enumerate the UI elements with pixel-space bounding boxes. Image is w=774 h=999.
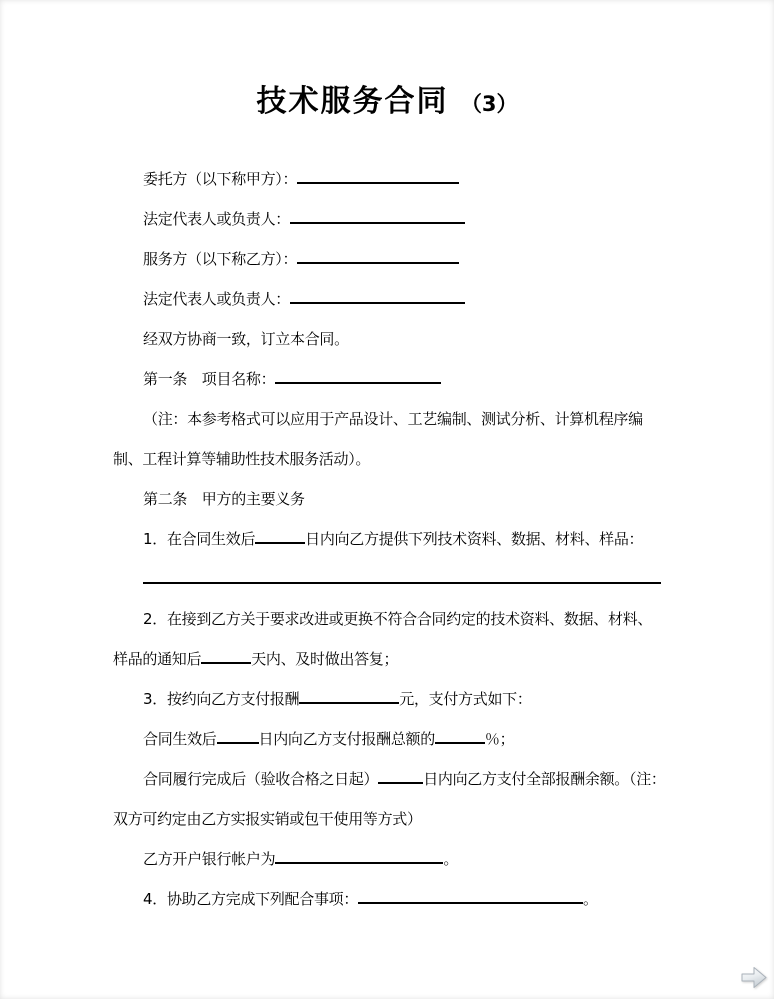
article-1-label: 第一条 项目名称： — [143, 370, 276, 388]
item-2-line-1 — [113, 599, 661, 639]
document-body — [113, 159, 666, 919]
note-line-1 — [113, 399, 661, 439]
next-page-arrow-icon[interactable] — [739, 964, 769, 991]
party-a-representative-label: 法定代表人或负责人： — [143, 210, 291, 228]
note-text-1: （注：本参考格式可以应用于产品设计、工艺编制、测试分析、计算机程序编 — [143, 410, 643, 428]
payment-percent-blank — [435, 728, 485, 744]
project-name-blank — [275, 368, 441, 384]
bank-account-label: 乙方开户银行帐户为 — [143, 850, 276, 868]
item-1-line — [113, 519, 661, 559]
item-2-text-a: 2．在接到乙方关于要求改进或更换不符合合同约定的技术资料、数据、材料、 — [143, 610, 653, 628]
payment-first-text-b: 日内向乙方支付报酬总额的 — [258, 730, 435, 748]
party-b-representative-blank — [290, 288, 465, 304]
materials-fill-line — [113, 559, 661, 599]
document-title-main: 技术服务合同 — [256, 84, 449, 119]
payment-amount-blank — [299, 688, 399, 704]
payment-final-text-a: 合同履行完成后（验收合格之日起） — [143, 770, 379, 788]
assist-items-blank — [358, 888, 583, 904]
agreement-statement: 经双方协商一致，订立本合同。 — [143, 330, 349, 348]
item-3-text-a: 3．按约向乙方支付报酬 — [143, 690, 300, 708]
payment-final-line-1 — [113, 759, 666, 799]
item-2-line-2 — [113, 639, 661, 679]
payment-first-line — [113, 719, 661, 759]
item-1-text-b: 日内向乙方提供下列技术资料、数据、材料、样品： — [305, 530, 644, 548]
payment-final-days-blank — [378, 768, 423, 784]
note-text-2: 制、工程计算等辅助性技术服务活动）。 — [113, 450, 371, 468]
item-2-text-b: 样品的通知后 — [113, 650, 202, 668]
party-a-blank — [297, 168, 459, 184]
payment-final-text-c: 双方可约定由乙方实报实销或包干使用等方式） — [113, 810, 422, 828]
payment-final-text-b: 日内向乙方支付全部报酬余额。（注： — [423, 770, 666, 788]
article-2-line — [113, 479, 661, 519]
item-3-line — [113, 679, 661, 719]
article-1-line — [113, 359, 661, 399]
item-2-text-c: 天内、及时做出答复； — [251, 650, 399, 668]
bank-account-line — [113, 839, 661, 879]
party-b-blank — [297, 248, 459, 264]
item-4-period: 。 — [583, 890, 598, 908]
bank-account-period: 。 — [443, 850, 459, 868]
party-b-representative-label: 法定代表人或负责人： — [143, 290, 291, 308]
party-a-representative-blank — [290, 208, 465, 224]
agreement-statement-line — [113, 319, 661, 359]
bank-account-blank — [275, 848, 443, 864]
document-title — [0, 0, 774, 122]
note-line-2 — [113, 439, 661, 479]
item-3-text-b: 元，支付方式如下： — [399, 690, 532, 708]
payment-first-text-c: ％； — [484, 730, 515, 748]
document-title-number: （3） — [460, 92, 518, 116]
party-b-line — [113, 239, 661, 279]
item-2-days-blank — [201, 648, 251, 664]
materials-blank — [143, 568, 661, 584]
item-4-label: 4．协助乙方完成下列配合事项： — [143, 890, 359, 908]
party-a-representative-line — [113, 199, 661, 239]
item-4-line — [113, 879, 661, 919]
party-a-line — [113, 159, 661, 199]
party-b-label: 服务方（以下称乙方）： — [143, 250, 298, 268]
party-a-label: 委托方（以下称甲方）： — [143, 170, 298, 188]
item-1-days-blank — [255, 528, 305, 544]
article-2-label: 第二条 甲方的主要义务 — [143, 490, 305, 508]
payment-first-text-a: 合同生效后 — [143, 730, 217, 748]
item-1-text-a: 1．在合同生效后 — [143, 530, 256, 548]
payment-final-line-2 — [113, 799, 661, 839]
party-b-representative-line — [113, 279, 661, 319]
payment-first-days-blank — [217, 728, 259, 744]
